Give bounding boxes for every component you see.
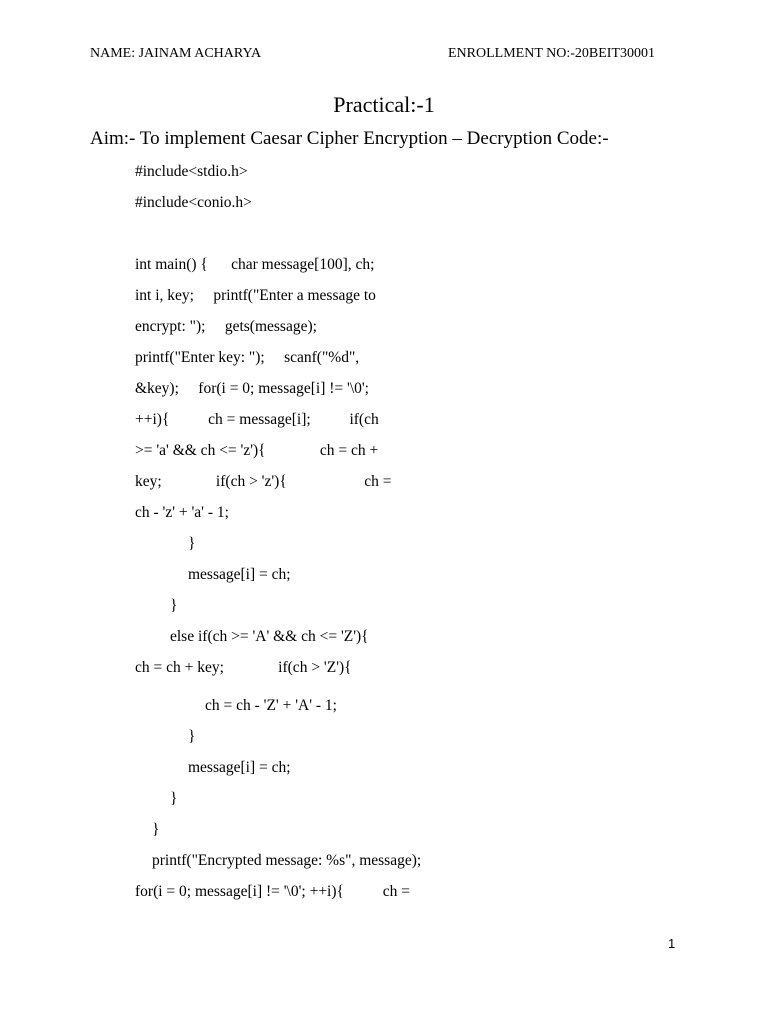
code-line: >= 'a' && ch <= 'z'){ ch = ch + [135, 442, 379, 459]
code-line: ch - 'z' + 'a' - 1; [135, 504, 229, 521]
code-line: ++i){ ch = message[i]; if(ch [135, 411, 379, 428]
code-line: message[i] = ch; [188, 566, 291, 583]
code-line: #include<stdio.h> [135, 163, 248, 180]
code-line: else if(ch >= 'A' && ch <= 'Z'){ [170, 628, 369, 645]
code-line: &key); for(i = 0; message[i] != '\0'; [135, 380, 369, 397]
page-title: Practical:-1 [333, 92, 435, 117]
code-line: } [152, 821, 160, 838]
code-line: ch = ch - 'Z' + 'A' - 1; [205, 697, 337, 714]
code-line: encrypt: "); gets(message); [135, 318, 317, 335]
code-line: key; if(ch > 'z'){ ch = [135, 473, 392, 490]
code-line: printf("Encrypted message: %s", message); [152, 852, 422, 869]
student-name: NAME: JAINAM ACHARYA [90, 46, 262, 61]
code-line: #include<conio.h> [135, 194, 252, 211]
aim-heading: Aim:- To implement Caesar Cipher Encryption – Decryption Code:- [90, 128, 609, 149]
enrollment-number: ENROLLMENT NO:-20BEIT30001 [448, 46, 655, 61]
code-line: printf("Enter key: "); scanf("%d", [135, 349, 360, 366]
code-line: ch = ch + key; if(ch > 'Z'){ [135, 659, 352, 676]
code-line: } [170, 790, 178, 807]
code-line: int main() { char message[100], ch; [135, 256, 375, 273]
code-line: message[i] = ch; [188, 759, 291, 776]
code-line: } [188, 728, 196, 745]
page-number: 1 [668, 936, 676, 951]
code-line: int i, key; printf("Enter a message to [135, 287, 376, 304]
code-line: } [170, 597, 178, 614]
code-line: for(i = 0; message[i] != '\0'; ++i){ ch = [135, 883, 410, 900]
code-line: } [188, 535, 196, 552]
